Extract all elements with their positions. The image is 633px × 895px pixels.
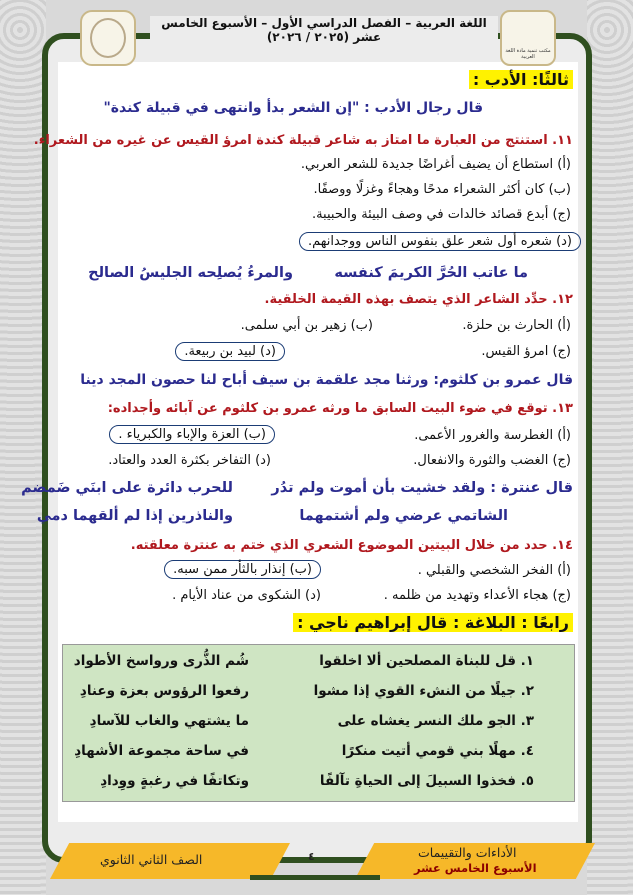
footer-assessments-label: الأداءات والتقييمات — [418, 845, 517, 860]
question-12-option-a[interactable]: (أ) الحارث بن حلزة. — [462, 318, 571, 333]
question-12-title: ١٢. حدِّد الشاعر الذي يتصف بهذه القيمة الخلقية. — [264, 292, 573, 307]
question-14-option-b-selected[interactable]: (ب) إنذار بالثأر ممن سبه. — [164, 560, 321, 579]
question-12-verse-first-half: ما عاتب الحُرَّ الكريمَ كنفسه — [334, 265, 528, 281]
footer-grade-label: الصف الثاني الثانوي — [100, 852, 203, 867]
poem-line-3 — [63, 713, 574, 743]
question-14-option-c[interactable]: (ج) هجاء الأعداء وتهديد من ظلمه . — [383, 588, 571, 603]
poem-line-2 — [63, 683, 574, 713]
question-14-verse-1-second-half: للحرب دائرة على ابنَي ضَمضم — [21, 480, 233, 496]
poem-line-5 — [63, 773, 574, 803]
poem-line-5-second-half: وتكاتفًا في رغبةٍ ووِدادِ — [100, 773, 249, 789]
page-number: ٤ — [308, 850, 315, 863]
question-13-option-b-selected[interactable]: (ب) العزة والإباء والكبرياء . — [109, 425, 275, 444]
question-14-verse-1-first-half: قال عنترة : ولقد خشيت بأن أموت ولم تدُر — [271, 480, 573, 496]
section-heading-rhetoric: رابعًا : البلاغة : قال إبراهيم ناجي : — [293, 613, 573, 632]
ministry-logo — [500, 10, 556, 66]
seal-logo — [80, 10, 136, 66]
poem-box — [62, 644, 575, 802]
question-11-option-b[interactable]: (ب) كان أكثر الشعراء مدحًا وهجاءً وغزلًا ووصفًا. — [313, 182, 571, 197]
footer-bottom-bar — [250, 875, 380, 880]
question-14-option-a[interactable]: (أ) الفخر الشخصي والقبلي . — [417, 563, 571, 578]
question-14-verse-2-second-half: والناذرين إذا لم ألقهما دمي — [36, 508, 233, 524]
poem-line-3-first-half: ٣. الجو ملك النسر يغشاه على — [337, 713, 534, 729]
question-14-verse-2-first-half: الشاتمي عرضي ولم أشتمهما — [299, 508, 508, 524]
question-11-title: ١١. استنتج من العبارة ما امتاز به شاعر قبيلة كندة امرؤ القيس عن غيره من الشعراء. — [33, 133, 573, 148]
logo-caption: مكتب تنمية مادة اللغة العربية — [505, 48, 551, 60]
question-12-option-c[interactable]: (ج) امرؤ القيس. — [481, 344, 571, 359]
footer-week-label: الأسبوع الخامس عشر — [414, 861, 537, 875]
header-title: اللغة العربية – الفصل الدراسي الأول – الأسبوع الخامس عشر (٢٠٢٥ / ٢٠٢٦) — [150, 16, 498, 44]
question-12-verse-second-half: والمرءُ يُصلِحه الجليسُ الصالح — [88, 265, 293, 281]
question-11-option-d-selected[interactable]: (د) شعره أول شعر علق بنفوس الناس ووجدانهم. — [299, 232, 581, 251]
question-11-option-a[interactable]: (أ) استطاع أن يضيف أغراضًا جديدة للشعر العربي. — [300, 157, 571, 172]
poem-line-4 — [63, 743, 574, 773]
question-12-option-d-selected[interactable]: (د) لبيد بن ربيعة. — [175, 342, 285, 361]
question-13-verse: قال عمرو بن كلثوم: ورثنا مجد علقمة بن سيف أباح لنا حصون المجد دينا — [80, 372, 573, 388]
question-12-option-b[interactable]: (ب) زهير بن أبي سلمى. — [240, 318, 373, 333]
poem-line-5-first-half: ٥. فخذوا السبيلَ إلى الحياةِ تآلفًا — [319, 773, 534, 789]
question-11-option-c[interactable]: (ج) أبدع قصائد خالدات في وصف البيئة والحبيبة. — [311, 207, 571, 222]
poem-line-3-second-half: ما يشتهي والغاب للآسادِ — [89, 713, 249, 729]
poem-line-4-first-half: ٤. مهلًا بني قومي أتيت منكرًا — [341, 743, 534, 759]
poem-line-1-first-half: ١. قل للبناة المصلحين ألا اخلقوا — [319, 653, 534, 669]
seal-icon — [90, 18, 126, 58]
section-heading-literature: ثالثًا: الأدب : — [469, 70, 573, 89]
question-14-option-d[interactable]: (د) الشكوى من عناد الأيام . — [172, 588, 321, 603]
poem-line-2-second-half: رفعوا الرؤوس بعزة وعنادِ — [79, 683, 249, 699]
question-13-option-a[interactable]: (أ) الغطرسة والغرور الأعمى. — [414, 428, 571, 443]
question-13-option-c[interactable]: (ج) الغضب والثورة والانفعال. — [413, 453, 571, 468]
decorative-pattern-right — [587, 0, 633, 895]
poem-line-2-first-half: ٢. جيلًا من النشء القوي إذا مشوا — [313, 683, 534, 699]
poem-line-1 — [63, 653, 574, 683]
question-14-title: ١٤. حدد من خلال البيتين الموضوع الشعري الذي ختم به عنترة معلقته. — [130, 538, 573, 553]
question-13-title: ١٣. توقع في ضوء البيت السابق ما ورثه عمرو بن كلثوم عن آبائه وأجداده: — [107, 401, 573, 416]
question-13-option-d[interactable]: (د) التفاخر بكثرة العدد والعتاد. — [108, 453, 271, 468]
poem-line-1-second-half: شُم الذُّرى ورواسخ الأطواد — [73, 653, 249, 669]
literature-quote: قال رجال الأدب : "إن الشعر بدأ وانتهى في قبيلة كندة" — [103, 100, 483, 116]
poem-line-4-second-half: في ساحة مجموعة الأشهادِ — [74, 743, 249, 759]
